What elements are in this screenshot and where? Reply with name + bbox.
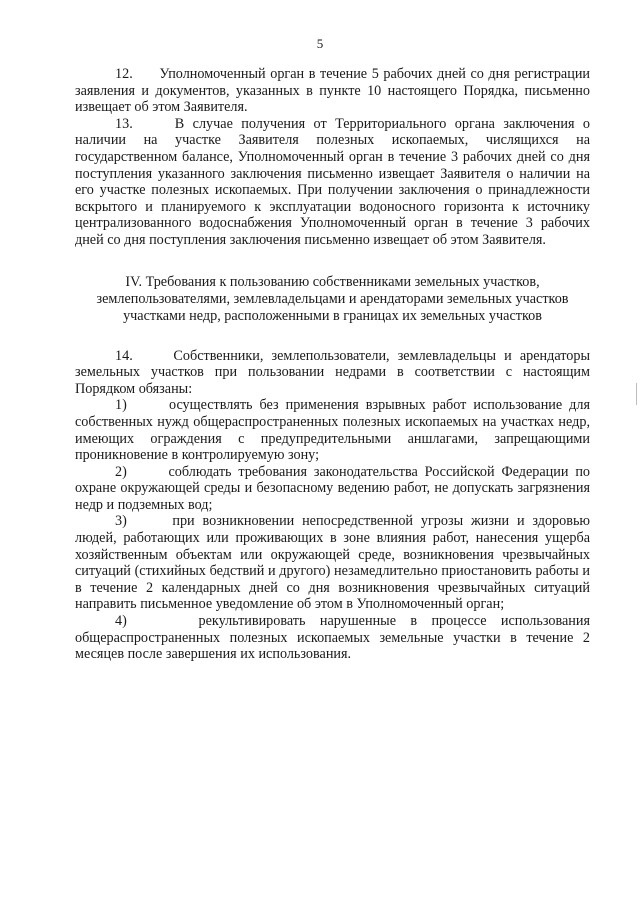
document-body [75, 66, 590, 663]
paragraph-number: 13. [115, 115, 133, 132]
paragraph [75, 66, 590, 116]
paragraph-text: Собственники, землепользователи, землевладельцы и арендаторы земельных участков при пользовании недрами в соответствии с настоящим Порядком обязаны: [75, 347, 590, 397]
paragraphs-top [75, 66, 590, 249]
paragraph [75, 513, 590, 613]
paragraph-gap [141, 613, 199, 629]
paragraph-gap [141, 513, 172, 529]
paragraph-number: 12. [115, 66, 133, 82]
paragraphs-bottom [75, 348, 590, 663]
paragraph-gap [141, 464, 168, 480]
paragraph-text: осуществлять без применения взрывных работ использование для собственных нужд общераспространенных полезных ископаемых на участках недр, имеющих ограждения с предупредительными аншлагами, запрещающими проникновение в контролируемую зону; [75, 397, 590, 464]
paragraph-gap [141, 116, 175, 132]
paragraph [75, 464, 590, 514]
paragraph-number: 14. [115, 347, 133, 364]
paragraph-text: В случае получения от Территориального органа заключения о наличии на участке Заявителя полезных ископаемых, числящихся на государственном балансе, Уполномоченный орган в течение 3 рабочих дней со дня поступления указанного заключения письменно извещает Заявителя о наличии на его участке полезных ископаемых. При получении заключения о принадлежности вскрытого и планируемого к эксплуатации водоносного горизонта к источнику централизованного водоснабжения Уполномоченный орган в течение 3 рабочих дней со дня поступления заключения письменно извещает об этом Заявителя. [75, 115, 590, 248]
section-heading [75, 274, 590, 325]
paragraph-gap [141, 66, 159, 82]
section-heading-line-1: IV. Требования к пользованию собственниками земельных участков, [125, 273, 540, 290]
paragraph-gap [141, 348, 173, 364]
paragraph [75, 397, 590, 463]
paragraph-text: Уполномоченный орган в течение 5 рабочих дней со дня регистрации заявления и документов, указанных в пункте 10 настоящего Порядка, письменно извещает об этом Заявителя. [75, 66, 591, 116]
section-heading-line-3: участками недр, расположенными в границах их земельных участков [123, 307, 542, 324]
paragraph-number: 1) [115, 397, 127, 414]
paragraph-text: при возникновении непосредственной угрозы жизни и здоровью людей, работающих или проживающих в зоне влияния работ, нанесения ущерба хозяйственным объектам или окружающей среде, возникновения чрезвычайных ситуаций (стихийных бедствий и другого) незамедлительно приостановить работы и в течение 2 календарных дней со дня возникновения чрезвычайных ситуаций направить письменное уведомление об этом в Уполномоченный орган; [75, 513, 591, 613]
paragraph [75, 116, 590, 249]
paragraph-number: 2) [115, 463, 127, 480]
paragraph-text: соблюдать требования законодательства Российской Федерации по охране окружающей среды и безопасному ведению работ, не допускать загрязнения недр и подземных вод; [75, 463, 591, 513]
section-heading-line-2: землепользователями, землевладельцами и арендаторами земельных участков [96, 290, 569, 307]
page-number: 5 [316, 36, 324, 51]
scan-artifact [636, 383, 637, 405]
paragraph-gap [141, 397, 169, 413]
paragraph-text: рекультивировать нарушенные в процессе использования общераспространенных полезных ископаемых земельные участки в течение 2 месяцев после завершения их использования. [75, 613, 590, 663]
paragraph [75, 613, 590, 663]
paragraph-number: 4) [115, 613, 127, 630]
paragraph-number: 3) [115, 513, 127, 530]
paragraph [75, 348, 590, 398]
